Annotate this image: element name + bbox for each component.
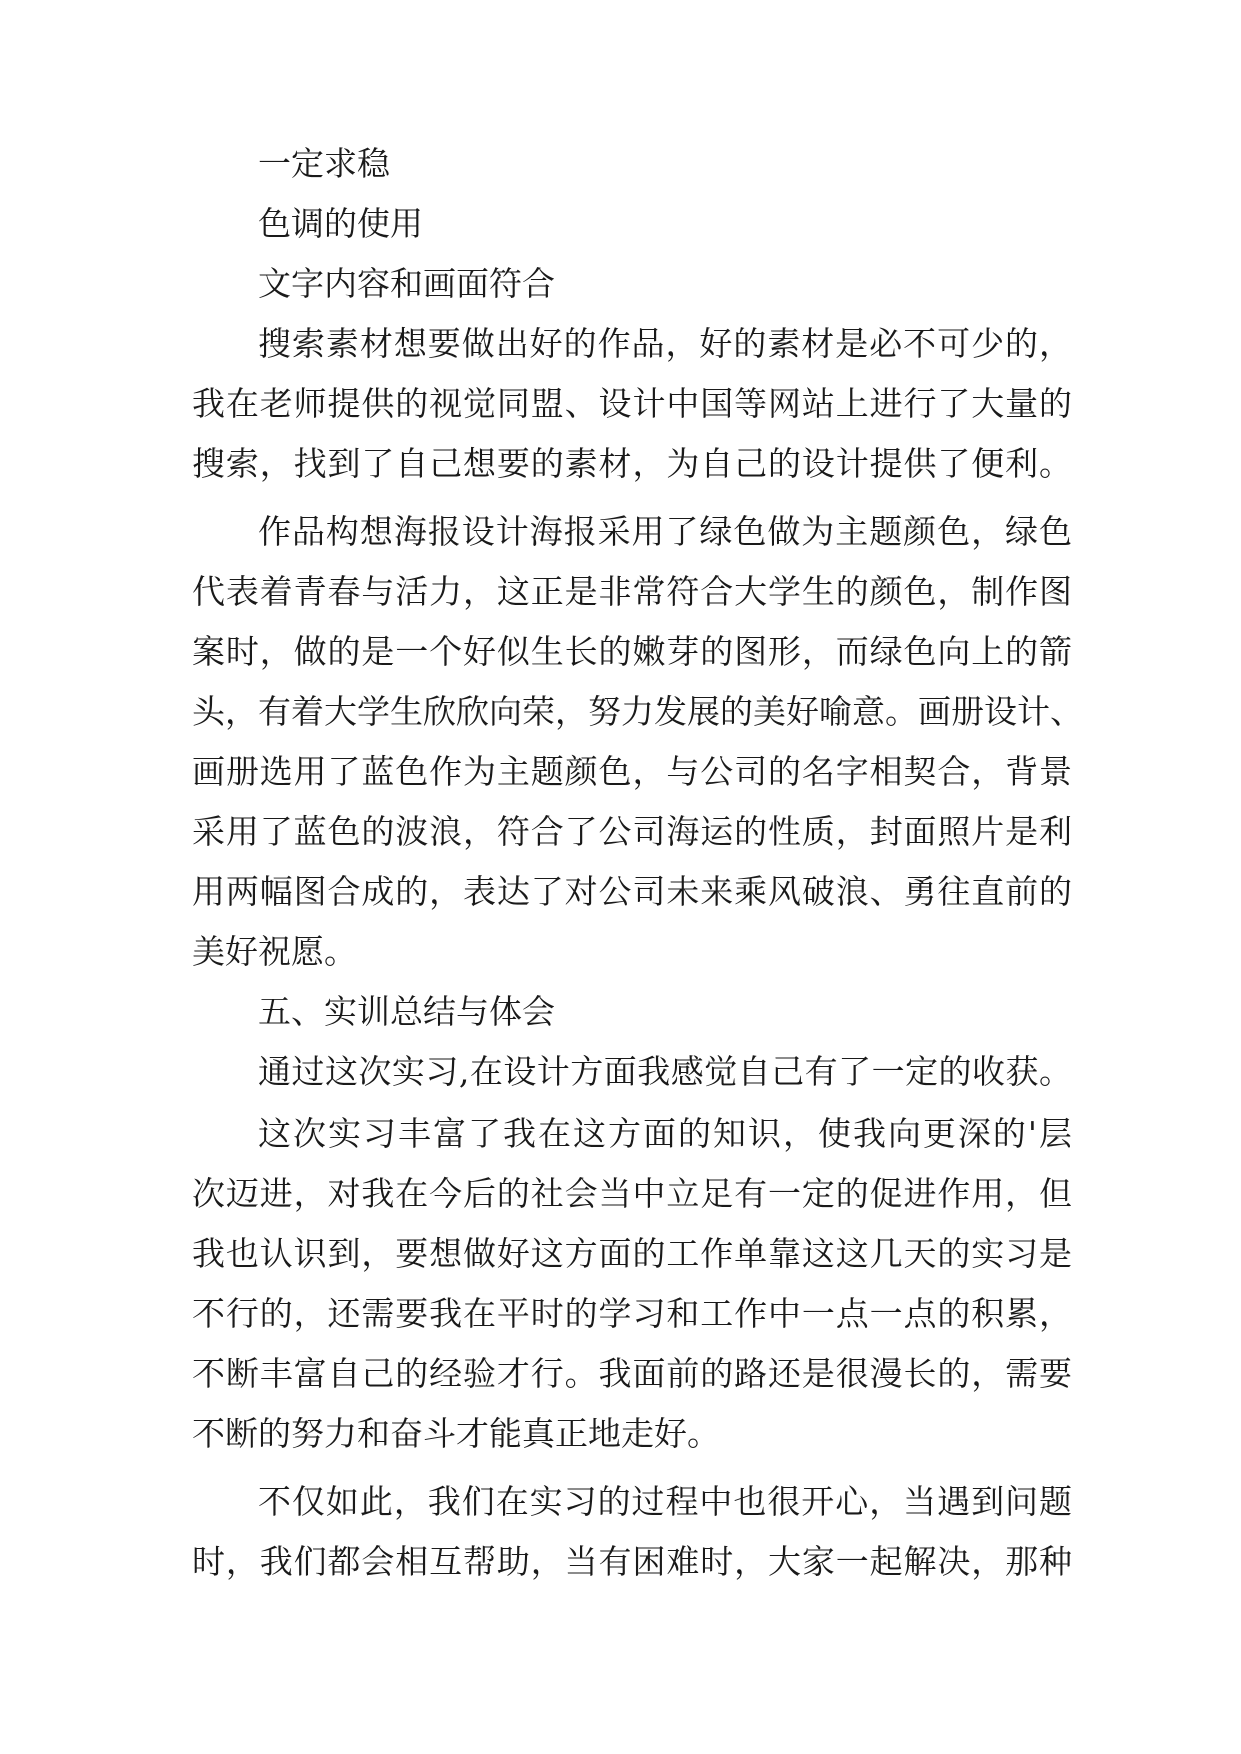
- paragraph-line: 搜索，找到了自己想要的素材，为自己的设计提供了便利。: [192, 444, 1072, 483]
- paragraph-line: 不仅如此，我们在实习的过程中也很开心，当遇到问题: [258, 1482, 1072, 1521]
- paragraph-line: 不行的，还需要我在平时的学习和工作中一点一点的积累，: [192, 1294, 1072, 1333]
- paragraph-line: 我也认识到，要想做好这方面的工作单靠这这几天的实习是: [192, 1234, 1072, 1273]
- paragraph-line: 时，我们都会相互帮助，当有困难时，大家一起解决，那种: [192, 1542, 1072, 1581]
- text-line: 一定求稳: [258, 144, 390, 183]
- paragraph-line: 代表着青春与活力，这正是非常符合大学生的颜色，制作图: [192, 572, 1072, 611]
- paragraph-line: 作品构想海报设计海报采用了绿色做为主题颜色，绿色: [258, 512, 1072, 551]
- text-line: 色调的使用: [258, 204, 423, 243]
- paragraph-line: 搜索素材想要做出好的作品，好的素材是必不可少的，: [258, 324, 1072, 363]
- paragraph-line: 头，有着大学生欣欣向荣，努力发展的美好喻意。画册设计、: [192, 692, 1083, 731]
- paragraph-line: 案时，做的是一个好似生长的嫩芽的图形，而绿色向上的箭: [192, 632, 1072, 671]
- paragraph-line: 采用了蓝色的波浪，符合了公司海运的性质，封面照片是利: [192, 812, 1072, 851]
- paragraph-line: 通过这次实习,在设计方面我感觉自己有了一定的收获。: [258, 1052, 1072, 1091]
- paragraph-line: 我在老师提供的视觉同盟、设计中国等网站上进行了大量的: [192, 384, 1072, 423]
- paragraph-line: 这次实习丰富了我在这方面的知识，使我向更深的'层: [258, 1114, 1072, 1153]
- paragraph-line: 次迈进，对我在今后的社会当中立足有一定的促进作用，但: [192, 1174, 1072, 1213]
- paragraph-line: 美好祝愿。: [192, 932, 357, 971]
- paragraph-line: 不断丰富自己的经验才行。我面前的路还是很漫长的，需要: [192, 1354, 1072, 1393]
- paragraph-line: 不断的努力和奋斗才能真正地走好。: [192, 1414, 720, 1453]
- paragraph-line: 画册选用了蓝色作为主题颜色，与公司的名字相契合，背景: [192, 752, 1072, 791]
- text-line: 文字内容和画面符合: [258, 264, 555, 303]
- section-heading: 五、实训总结与体会: [258, 992, 555, 1031]
- paragraph-line: 用两幅图合成的，表达了对公司未来乘风破浪、勇往直前的: [192, 872, 1072, 911]
